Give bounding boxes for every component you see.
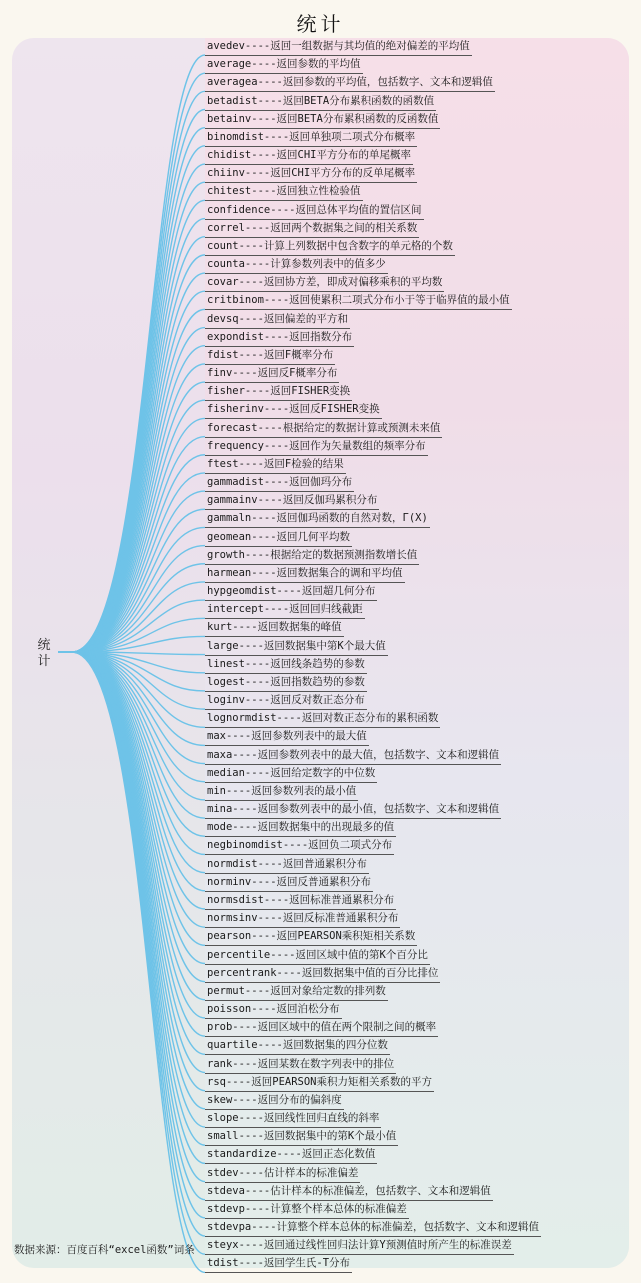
function-item: normdist----返回普通累积分布 (205, 856, 369, 874)
function-item: prob----返回区域中的值在两个限制之间的概率 (205, 1019, 438, 1037)
function-item: forecast----根据给定的数据计算或预测未来值 (205, 420, 442, 438)
function-item: linest----返回线条趋势的参数 (205, 656, 367, 674)
function-item: gammadist----返回伽玛分布 (205, 474, 354, 492)
function-item: tdist----返回学生氏-T分布 (205, 1255, 352, 1273)
function-item: betainv----返回BETA分布累积函数的反函数值 (205, 111, 440, 129)
function-item: max----返回参数列表中的最大值 (205, 728, 369, 746)
function-item: skew----返回分布的偏斜度 (205, 1092, 344, 1110)
function-item: binomdist----返回单独项二项式分布概率 (205, 129, 417, 147)
function-item: fisherinv----返回反FISHER变换 (205, 401, 382, 419)
function-item: counta----计算参数列表中的值多少 (205, 256, 388, 274)
function-item: confidence----返回总体平均值的置信区间 (205, 202, 424, 220)
function-item: devsq----返回偏差的平方和 (205, 311, 350, 329)
function-item: stdeva----估计样本的标准偏差，包括数字、文本和逻辑值 (205, 1183, 493, 1201)
function-item: avedev----返回一组数据与其均值的绝对偏差的平均值 (205, 38, 472, 56)
function-item: pearson----返回PEARSON乘积矩相关系数 (205, 928, 417, 946)
connector-line (72, 182, 205, 652)
function-item: normsdist----返回标准普通累积分布 (205, 892, 396, 910)
page-title: 统计 (296, 12, 345, 36)
function-item: finv----返回反F概率分布 (205, 365, 339, 383)
function-item: fdist----返回F概率分布 (205, 347, 335, 365)
function-item: mina----返回参数列表中的最小值，包括数字、文本和逻辑值 (205, 801, 501, 819)
function-item: stdev----估计样本的标准偏差 (205, 1165, 360, 1183)
function-item: normsinv----返回反标准普通累积分布 (205, 910, 400, 928)
function-item: poisson----返回泊松分布 (205, 1001, 342, 1019)
function-item: chidist----返回CHI平方分布的单尾概率 (205, 147, 413, 165)
function-item: chiinv----返回CHI平方分布的反单尾概率 (205, 165, 417, 183)
function-item: standardize----返回正态化数值 (205, 1146, 377, 1164)
function-item: quartile----返回数据集的四分位数 (205, 1037, 390, 1055)
function-item: frequency----返回作为矢量数组的频率分布 (205, 438, 428, 456)
function-item: betadist----返回BETA分布累积函数的函数值 (205, 93, 436, 111)
function-item: loginv----返回反对数正态分布 (205, 692, 367, 710)
source-note: 数据来源：百度百科“excel函数”词条 (14, 1244, 195, 1256)
function-item: covar----返回协方差，即成对偏移乘积的平均数 (205, 274, 444, 292)
function-item: correl----返回两个数据集之间的相关系数 (205, 220, 419, 238)
function-item: fisher----返回FISHER变换 (205, 383, 352, 401)
function-item: critbinom----返回使累积二项式分布小于等于临界值的最小值 (205, 292, 512, 310)
function-item: permut----返回对象给定数的排列数 (205, 983, 388, 1001)
function-item: intercept----返回回归线截距 (205, 601, 365, 619)
function-item: norminv----返回反普通累积分布 (205, 874, 373, 892)
function-item: averagea----返回参数的平均值，包括数字、文本和逻辑值 (205, 74, 495, 92)
function-item: expondist----返回指数分布 (205, 329, 354, 347)
function-item: maxa----返回参数列表中的最大值，包括数字、文本和逻辑值 (205, 747, 501, 765)
function-item: average----返回参数的平均值 (205, 56, 363, 74)
function-item: rsq----返回PEARSON乘积力矩相关系数的平方 (205, 1074, 434, 1092)
function-item: ftest----返回F检验的结果 (205, 456, 346, 474)
function-item: chitest----返回独立性检验值 (205, 183, 363, 201)
function-item: harmean----返回数据集合的调和平均值 (205, 565, 405, 583)
function-item: gammaln----返回伽玛函数的自然对数，Γ(X) (205, 510, 430, 528)
connector-line (72, 652, 205, 1272)
function-item: negbinomdist----返回负二项式分布 (205, 837, 394, 855)
function-item: percentrank----返回数据集中值的百分比排位 (205, 965, 440, 983)
function-item: small----返回数据集中的第K个最小值 (205, 1128, 398, 1146)
function-item: slope----返回线性回归直线的斜率 (205, 1110, 381, 1128)
function-item: count----计算上列数据中包含数字的单元格的个数 (205, 238, 455, 256)
function-item: median----返回给定数字的中位数 (205, 765, 377, 783)
function-item: lognormdist----返回对数正态分布的累积函数 (205, 710, 440, 728)
function-item: logest----返回指数趋势的参数 (205, 674, 367, 692)
function-item: geomean----返回几何平均数 (205, 529, 352, 547)
function-item: gammainv----返回反伽玛累积分布 (205, 492, 379, 510)
function-item: stdevpa----计算整个样本总体的标准偏差，包括数字、文本和逻辑值 (205, 1219, 541, 1237)
function-item: large----返回数据集中第K个最大值 (205, 638, 388, 656)
function-item: kurt----返回数据集的峰值 (205, 619, 344, 637)
function-item: hypgeomdist----返回超几何分布 (205, 583, 377, 601)
function-item: min----返回参数列表的最小值 (205, 783, 358, 801)
function-item: growth----根据给定的数据预测指数增长值 (205, 547, 419, 565)
function-item: percentile----返回区域中值的第K个百分比 (205, 947, 430, 965)
function-item: mode----返回数据集中的出现最多的值 (205, 819, 396, 837)
connector-line (72, 652, 205, 1145)
function-item: steyx----返回通过线性回归法计算Y预测值时所产生的标准误差 (205, 1237, 514, 1255)
function-item: stdevp----计算整个样本总体的标准偏差 (205, 1201, 409, 1219)
root-node-label: 统 计 (37, 638, 51, 669)
function-item: rank----返回某数在数字列表中的排位 (205, 1056, 396, 1074)
